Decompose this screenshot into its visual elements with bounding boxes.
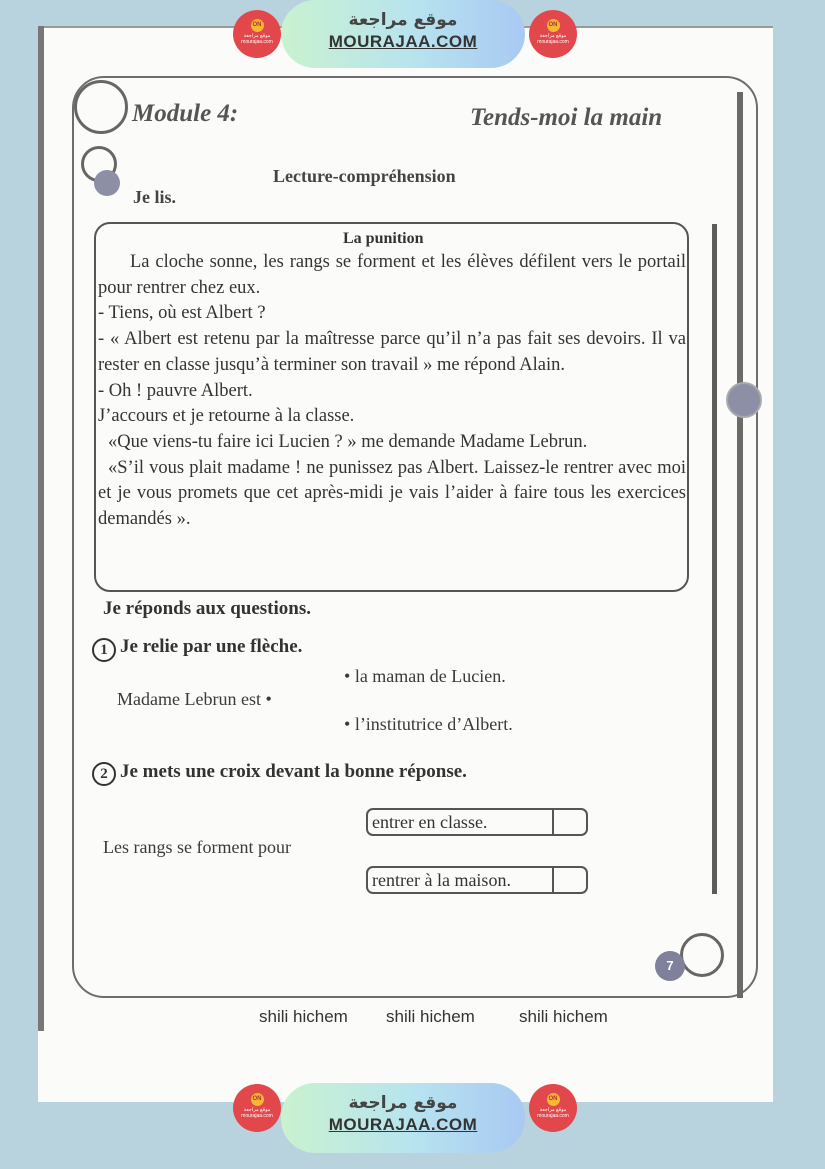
- section-subtitle: Je lis.: [133, 187, 176, 207]
- reading-paragraph: La cloche sonne, les rangs se forment et les élèves défilent vers le portail pour rentrer chez eux.: [98, 252, 686, 298]
- reading-side-bar: [712, 224, 717, 894]
- choice-checkbox[interactable]: [552, 868, 586, 892]
- banner-site-link[interactable]: MOURAJAA.COM: [328, 1115, 478, 1134]
- reading-paragraph: «Que viens-tu faire ici Lucien ? » me demande Madame Lebrun.: [108, 431, 588, 452]
- reading-text: [98, 250, 686, 533]
- match-option-2[interactable]: • l’institutrice d’Albert.: [344, 714, 513, 734]
- decor-side-dot-icon: [726, 382, 762, 418]
- site-banner-bottom[interactable]: [281, 1083, 525, 1153]
- author-signature: shili hichem: [386, 1007, 475, 1026]
- reading-paragraph: - « Albert est retenu par la maîtresse parce qu’il n’a pas fait ses devoirs. Il va rester en classe jusqu’à terminer son travail » me répond Alain.: [98, 329, 686, 375]
- question-number-badge: 2: [92, 762, 116, 786]
- question-1-instruction: Je relie par une flèche.: [120, 636, 303, 657]
- match-option-1[interactable]: • la maman de Lucien.: [344, 666, 506, 686]
- banner-site-link[interactable]: MOURAJAA.COM: [328, 32, 478, 51]
- match-stem[interactable]: Madame Lebrun est •: [117, 689, 272, 709]
- module-theme: Tends-moi la main: [470, 104, 663, 131]
- section-title: Lecture-compréhension: [273, 166, 456, 186]
- module-title: Module 4:: [132, 100, 239, 127]
- logo-mark-icon: ON: [251, 1093, 264, 1106]
- site-logo-right-bottom[interactable]: ON موقع مراجعة mourajaa.com: [529, 1084, 577, 1132]
- reading-paragraph: J’accours et je retourne à la classe.: [98, 406, 355, 427]
- banner-arabic-title: موقع مراجعة: [348, 10, 458, 30]
- decor-ring-icon: [680, 933, 724, 977]
- choice-stem: Les rangs se forment pour: [103, 837, 291, 857]
- question-number-badge: 1: [92, 638, 116, 662]
- site-banner-top[interactable]: [281, 0, 525, 68]
- site-logo-left-top[interactable]: ON موقع مراجعة mourajaa.com: [233, 10, 281, 58]
- questions-heading: Je réponds aux questions.: [103, 598, 311, 619]
- logo-mark-icon: ON: [547, 19, 560, 32]
- banner-arabic-title: موقع مراجعة: [348, 1093, 458, 1113]
- author-signature: shili hichem: [519, 1007, 608, 1026]
- choice-option-1[interactable]: entrer en classe.: [366, 808, 588, 836]
- choice-checkbox[interactable]: [552, 810, 586, 834]
- frame-side-bar: [737, 92, 743, 998]
- reading-title: La punition: [343, 230, 424, 247]
- question-2-instruction: Je mets une croix devant la bonne réponse.: [120, 761, 467, 782]
- reading-paragraph: - Tiens, où est Albert ?: [98, 303, 266, 324]
- page-number: 7: [655, 951, 685, 981]
- site-logo-left-bottom[interactable]: ON موقع مراجعة mourajaa.com: [233, 1084, 281, 1132]
- logo-mark-icon: ON: [547, 1093, 560, 1106]
- logo-mark-icon: ON: [251, 19, 264, 32]
- scan-edge-left: [38, 26, 44, 1031]
- reading-paragraph: «S’il vous plait madame ! ne punissez pas Albert. Laissez-le rentrer avec moi et je vous promets que cet après-midi je vais l’aider à faire tous les exercices demandés ».: [98, 457, 686, 530]
- author-signature: shili hichem: [259, 1007, 348, 1026]
- decor-dot-icon: [94, 170, 120, 196]
- module-seal-icon: [74, 80, 128, 134]
- reading-paragraph: - Oh ! pauvre Albert.: [98, 380, 253, 401]
- site-logo-right-top[interactable]: ON موقع مراجعة mourajaa.com: [529, 10, 577, 58]
- choice-option-2[interactable]: rentrer à la maison.: [366, 866, 588, 894]
